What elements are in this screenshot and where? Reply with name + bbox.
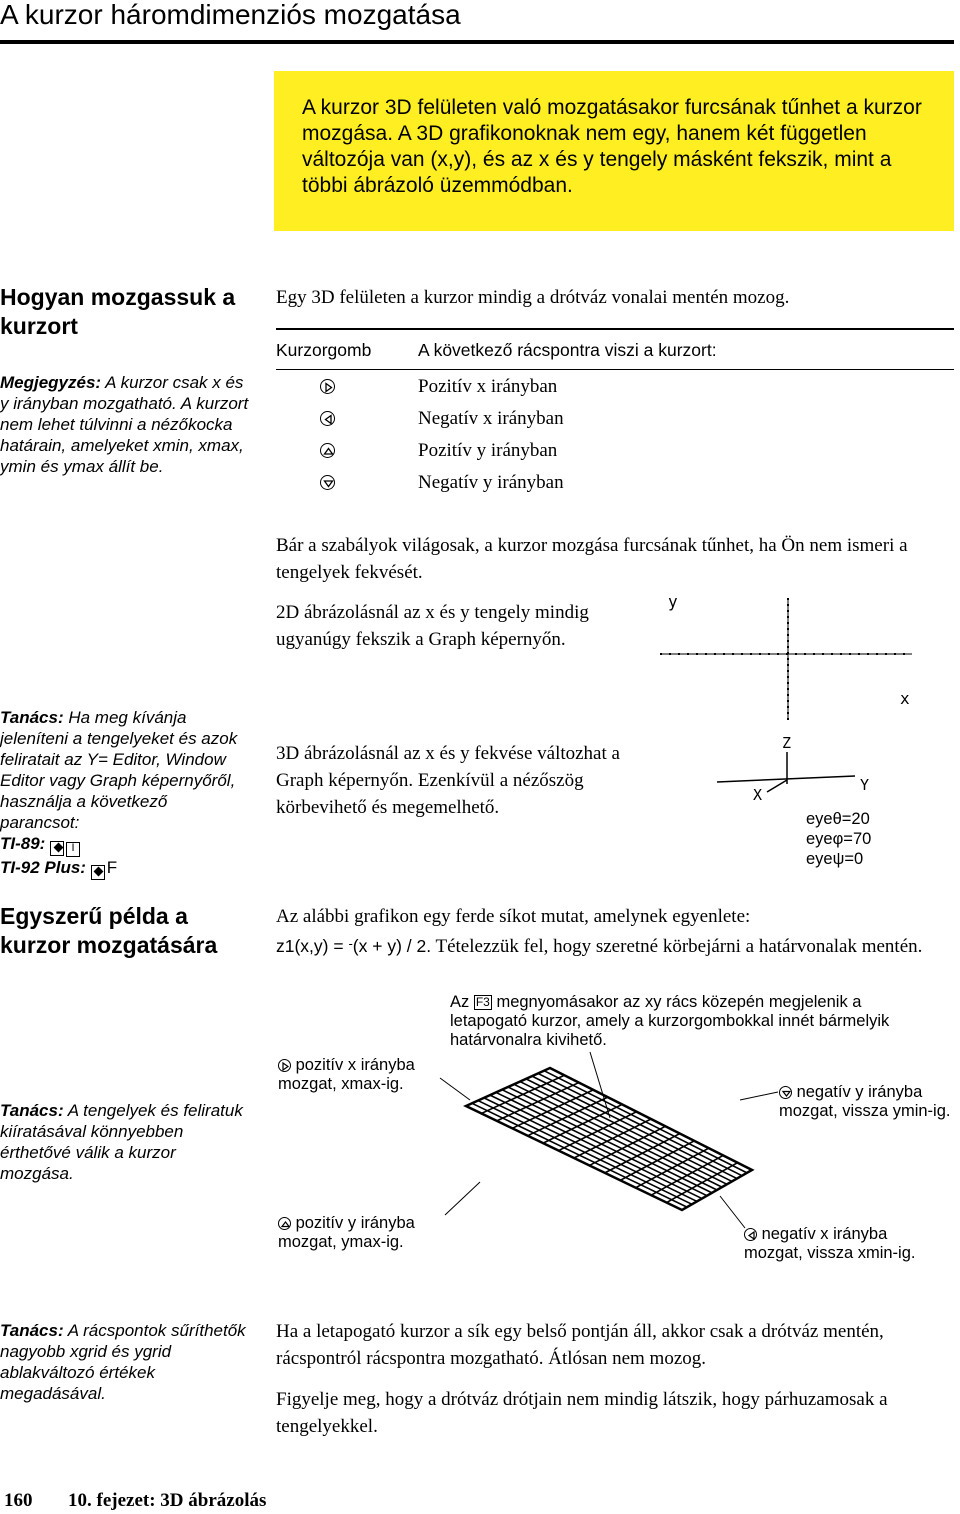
tip-text: A rácspontok sűríthetők nagyobb xgrid és ygrid ablakváltozó értékek megadásával. [0,1321,246,1403]
wire-line [532,1076,737,1178]
right-arrow-key-icon [278,1059,291,1072]
note-cursor-limits [0,372,250,477]
eye-psi: eyeψ=0 [806,850,864,868]
wire-line [667,1163,738,1203]
up-arrow-key-icon [320,441,335,459]
section-heading-move-cursor: Hogyan mozgassuk a kurzort [0,284,236,339]
f3-key: F3 [475,995,490,1009]
eye-theta: eyeθ=20 [806,810,870,828]
ti92-label: TI-92 Plus: [0,858,86,877]
axes-2d-figure [650,596,920,726]
wire-line [526,1079,732,1182]
wire-line [538,1073,742,1175]
tip-labels [0,1100,245,1184]
wire-line [651,1155,723,1195]
table-row-neg-y: Negatív y irányban [418,472,564,493]
table-header-key: Kurzorgomb [276,340,372,360]
table-top-rule [276,328,954,330]
caption-pos-y-text: pozitív y irányba mozgat, ymax-ig. [278,1214,415,1251]
tip-label: Tanács: [0,708,64,727]
down-arrow-key-icon [779,1086,792,1099]
tip-grid [0,1320,250,1404]
caption-neg-x-text: negatív x irányba mozgat, vissza xmin-ig. [744,1225,916,1262]
note-text: A kurzor csak x és y irányban mozgatható. A kurzort nem lehet túlvinni a nézőkocka határain, amelyeket xmin, xmax, ymin és ymax állít be. [0,373,249,476]
note-label: Megjegyzés: [0,373,102,392]
caption-neg-y [779,1083,959,1121]
minus-sign: - [348,936,353,951]
page-title: A kurzor háromdimenziós mozgatása [0,0,461,30]
chapter-title: 10. fejezet: 3D ábrázolás [68,1490,267,1511]
diamond-key-icon [50,841,64,856]
down-arrow-key-icon [320,473,335,491]
wire-line [514,1084,722,1187]
table-header-desc: A következő rácspontra viszi a kurzort: [418,340,717,360]
table-header-rule [276,369,954,370]
page-number: 160 [4,1490,33,1511]
diamond-key-icon [91,865,105,880]
example-intro-2: Tételezzük fel, hogy szeretné körbejárni a határvonalak mentén. [431,936,923,957]
wire-line [520,1082,727,1185]
table-row-pos-y: Pozitív y irányban [418,440,558,461]
right-arrow-key-icon [320,377,335,395]
tip-label: Tanács: [0,1101,64,1120]
f3-post: megnyomásakor az xy rács közepén megjelenik a letapogató kurzor, amely a kurzorgombokkal innét bármelyik határvonalra kivihető. [450,993,890,1049]
example-intro-1: Az alábbi grafikon egy ferde síkot mutat, amelynek egyenlete: [276,906,751,927]
left-arrow-key-icon [320,409,335,427]
para-3d: 3D ábrázolásnál az x és y fekvése változhat a Graph képernyőn. Ezenkívül a nézőszög körbevihető és megemelhető. [276,743,620,818]
f3-caption [450,993,920,1050]
axis-2d-x-label: x [900,689,910,708]
equation-lhs: z1(x,y) = [276,936,349,956]
para-parallel: Figyelje meg, hogy a drótváz drótjain nem mindig látszik, hogy párhuzamosak a tengelyekkel. [276,1389,888,1437]
intro-wireframe: Egy 3D felületen a kurzor mindig a drótváz vonalai mentén mozog. [276,287,790,308]
tip-text: Ha meg kívánja jeleníteni a tengelyeket és azok feliratait az Y= Editor, Window Editor vagy Graph képernyőről, használja a következő parancsot: [0,708,238,832]
caption-pos-x [278,1056,458,1094]
up-arrow-key-icon [278,1217,291,1230]
caption-pos-x-text: pozitív x irányba mozgat, xmax-ig. [278,1056,415,1093]
axis-3d-z-label: Z [782,734,792,752]
caption-neg-y-text: negatív y irányba mozgat, vissza ymin-ig. [779,1083,951,1120]
section-heading-example: Egyszerű példa a kurzor mozgatására [0,903,218,958]
tip-axes [0,707,250,880]
example-intro [276,903,956,960]
caption-neg-x [744,1225,934,1263]
key-i: I [66,842,80,857]
table-row-neg-x: Negatív x irányban [418,408,564,429]
axis-3d-y-label: Y [860,776,870,794]
equation-rhs: (x + y) / 2. [352,936,432,956]
key-f: F [106,858,118,877]
left-arrow-key-icon [744,1228,757,1241]
axis-3d-x-label: X [753,786,763,804]
para-2d: 2D ábrázolásnál az x és y tengely mindig ugyanúgy fekszik a Graph képernyőn. [276,602,589,650]
f3-pre: Az [450,993,474,1011]
tip-text: A tengelyek és feliratuk kiíratásával könnyebben érthetővé válik a kurzor mozgása. [0,1101,243,1183]
axes-3d-figure [715,740,885,810]
caption-pos-y [278,1214,458,1252]
wireframe-plane-figure [460,1048,760,1218]
ti89-label: TI-89: [0,834,46,853]
para-rules: Bár a szabályok világosak, a kurzor mozgása furcsának tűnhet, ha Ön nem ismeri a tengelyek fekvését. [276,535,908,583]
eye-phi: eyeφ=70 [806,830,872,848]
tip-label: Tanács: [0,1321,64,1340]
para-interior: Ha a letapogató kurzor a sík egy belső pontján áll, akkor csak a drótváz mentén, rácspontról rácspontra mozgatható. Átlósan nem mozog. [276,1321,884,1369]
title-rule [0,40,954,44]
wire-border [466,1068,752,1210]
axis-2d-y-label: y [668,592,678,611]
highlight-text: A kurzor 3D felületen való mozgatásakor furcsának tűnhet a kurzor mozgása. A 3D grafikonoknak nem egy, hanem két független változója van (x,y), és az x és y tengely másként fekszik, mint a többi ábrázoló üzemmódban. [302,96,922,197]
table-row-pos-x: Pozitív x irányban [418,376,558,397]
